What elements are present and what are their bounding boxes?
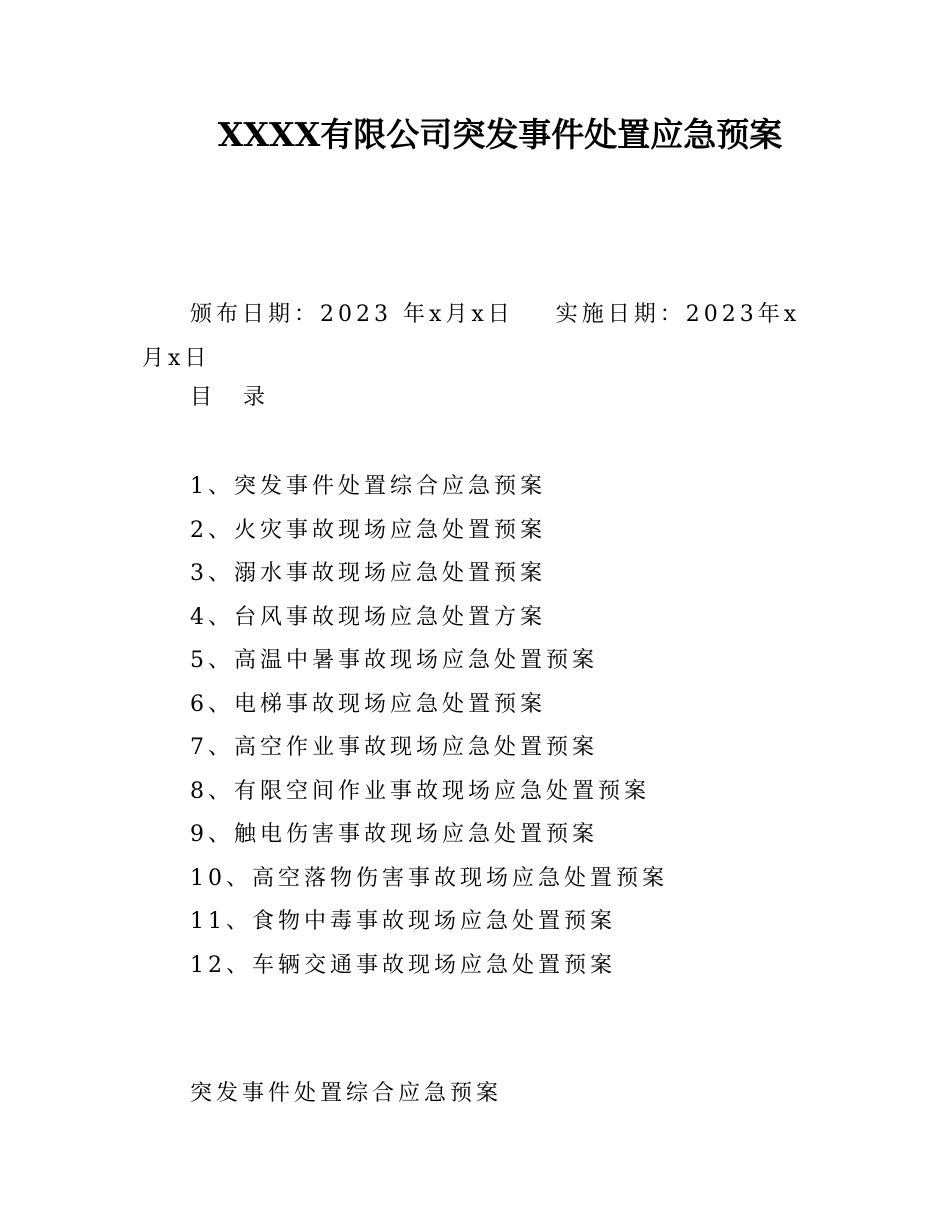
document-title: XXXX有限公司突发事件处置应急预案 bbox=[217, 115, 783, 154]
publish-date: 颁布日期：2023 年x月x日 bbox=[190, 302, 514, 327]
toc-item: 9、触电伤害事故现场应急处置预案 bbox=[190, 822, 598, 847]
toc-item: 6、电梯事故现场应急处置预案 bbox=[190, 691, 546, 717]
effective-date: 实施日期：2023年x月x日 bbox=[142, 302, 801, 371]
table-of-contents bbox=[190, 465, 668, 987]
toc-item: 4、台风事故现场应急处置方案 bbox=[190, 604, 546, 630]
dates-line bbox=[142, 293, 802, 381]
toc-item: 10、高空落物伤害事故现场应急处置预案 bbox=[190, 865, 668, 891]
toc-item: 2、火灾事故现场应急处置预案 bbox=[190, 517, 546, 543]
toc-item: 11、食物中毒事故现场应急处置预案 bbox=[190, 909, 616, 934]
section-title: 突发事件处置综合应急预案 bbox=[190, 1081, 503, 1106]
toc-heading: 目 录 bbox=[190, 385, 277, 410]
toc-item: 12、车辆交通事故现场应急处置预案 bbox=[190, 952, 616, 978]
toc-item: 3、溺水事故现场应急处置预案 bbox=[190, 561, 546, 586]
toc-item: 1、突发事件处置综合应急预案 bbox=[190, 474, 546, 499]
toc-item: 7、高空作业事故现场应急处置预案 bbox=[190, 735, 598, 760]
toc-item: 5、高温中暑事故现场应急处置预案 bbox=[190, 648, 598, 673]
toc-item: 8、有限空间作业事故现场应急处置预案 bbox=[190, 778, 650, 804]
